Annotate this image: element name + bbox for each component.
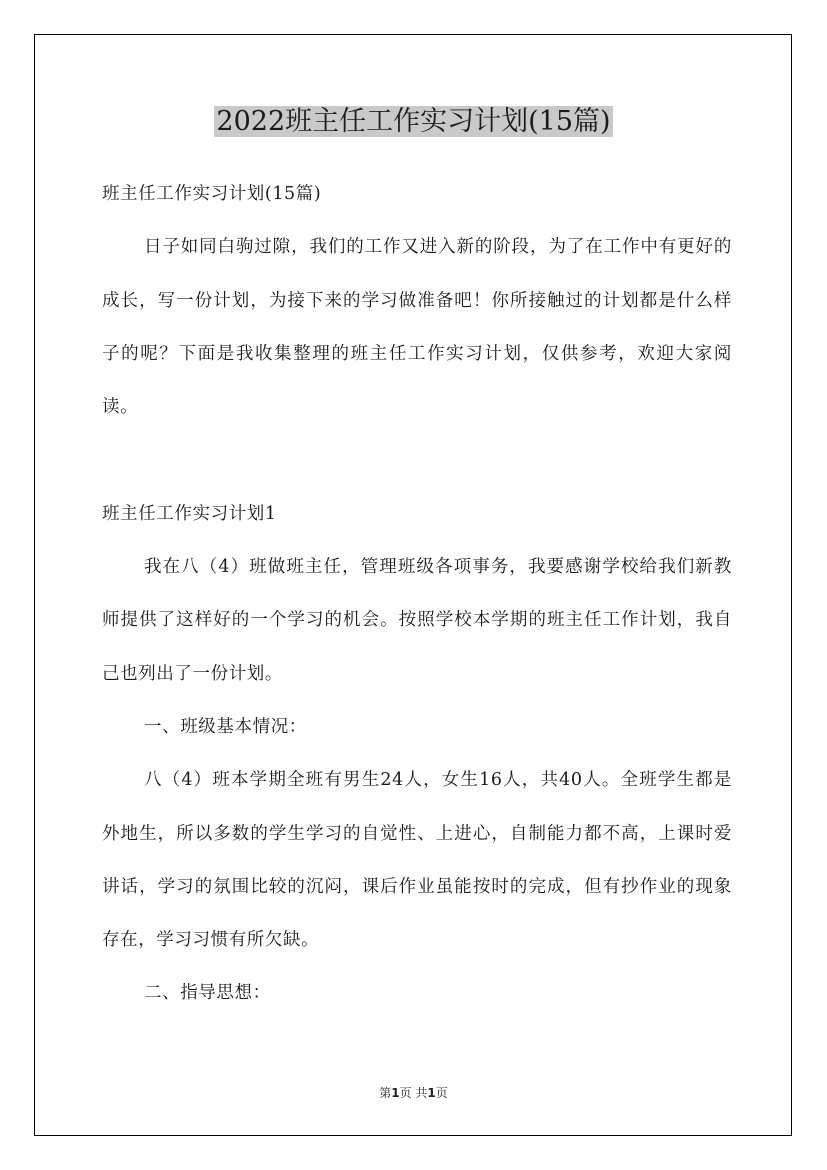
page-mid: 页 共: [399, 1086, 428, 1100]
section-heading: 班主任工作实习计划1: [102, 503, 277, 524]
page-current: 1: [391, 1086, 400, 1100]
subtitle-line: 班主任工作实习计划(15篇): [102, 184, 322, 204]
subheading-guiding-idea: 二、指导思想：: [144, 983, 271, 1004]
document-title: [0, 103, 827, 141]
document-title-text: 2022班主任工作实习计划(15篇): [216, 106, 611, 137]
page-total: 1: [427, 1086, 436, 1100]
page-suffix: 页: [435, 1086, 448, 1100]
intro-paragraph: 日子如同白驹过隙，我们的工作又进入新的阶段，为了在工作中有更好的成长，写一份计划，为接下来的学习做准备吧！你所接触过的计划都是什么样子的呢？下面是我收集整理的班主任工作实习计划，仅供参考，欢迎大家阅读。: [102, 237, 732, 418]
body-paragraph: 八（4）班本学期全班有男生24人，女生16人，共40人。全班学生都是外地生，所以多数的学生学习的自觉性、上进心，自制能力都不高，上课时爱讲话，学习的氛围比较的沉闷，课后作业虽能按时的完成，但有抄作业的现象存在，学习习惯有所欠缺。: [102, 770, 732, 951]
page-footer: [0, 1084, 827, 1101]
document-body: [102, 168, 732, 1021]
subheading-class-situation: 一、班级基本情况：: [144, 716, 307, 737]
paragraph-gap: [102, 434, 732, 487]
body-paragraph: 我在八（4）班做班主任，管理班级各项事务，我要感谢学校给我们新教师提供了这样好的一个学习的机会。按照学校本学期的班主任工作计划，我自己也列出了一份计划。: [102, 557, 732, 684]
page-prefix: 第: [379, 1086, 392, 1100]
